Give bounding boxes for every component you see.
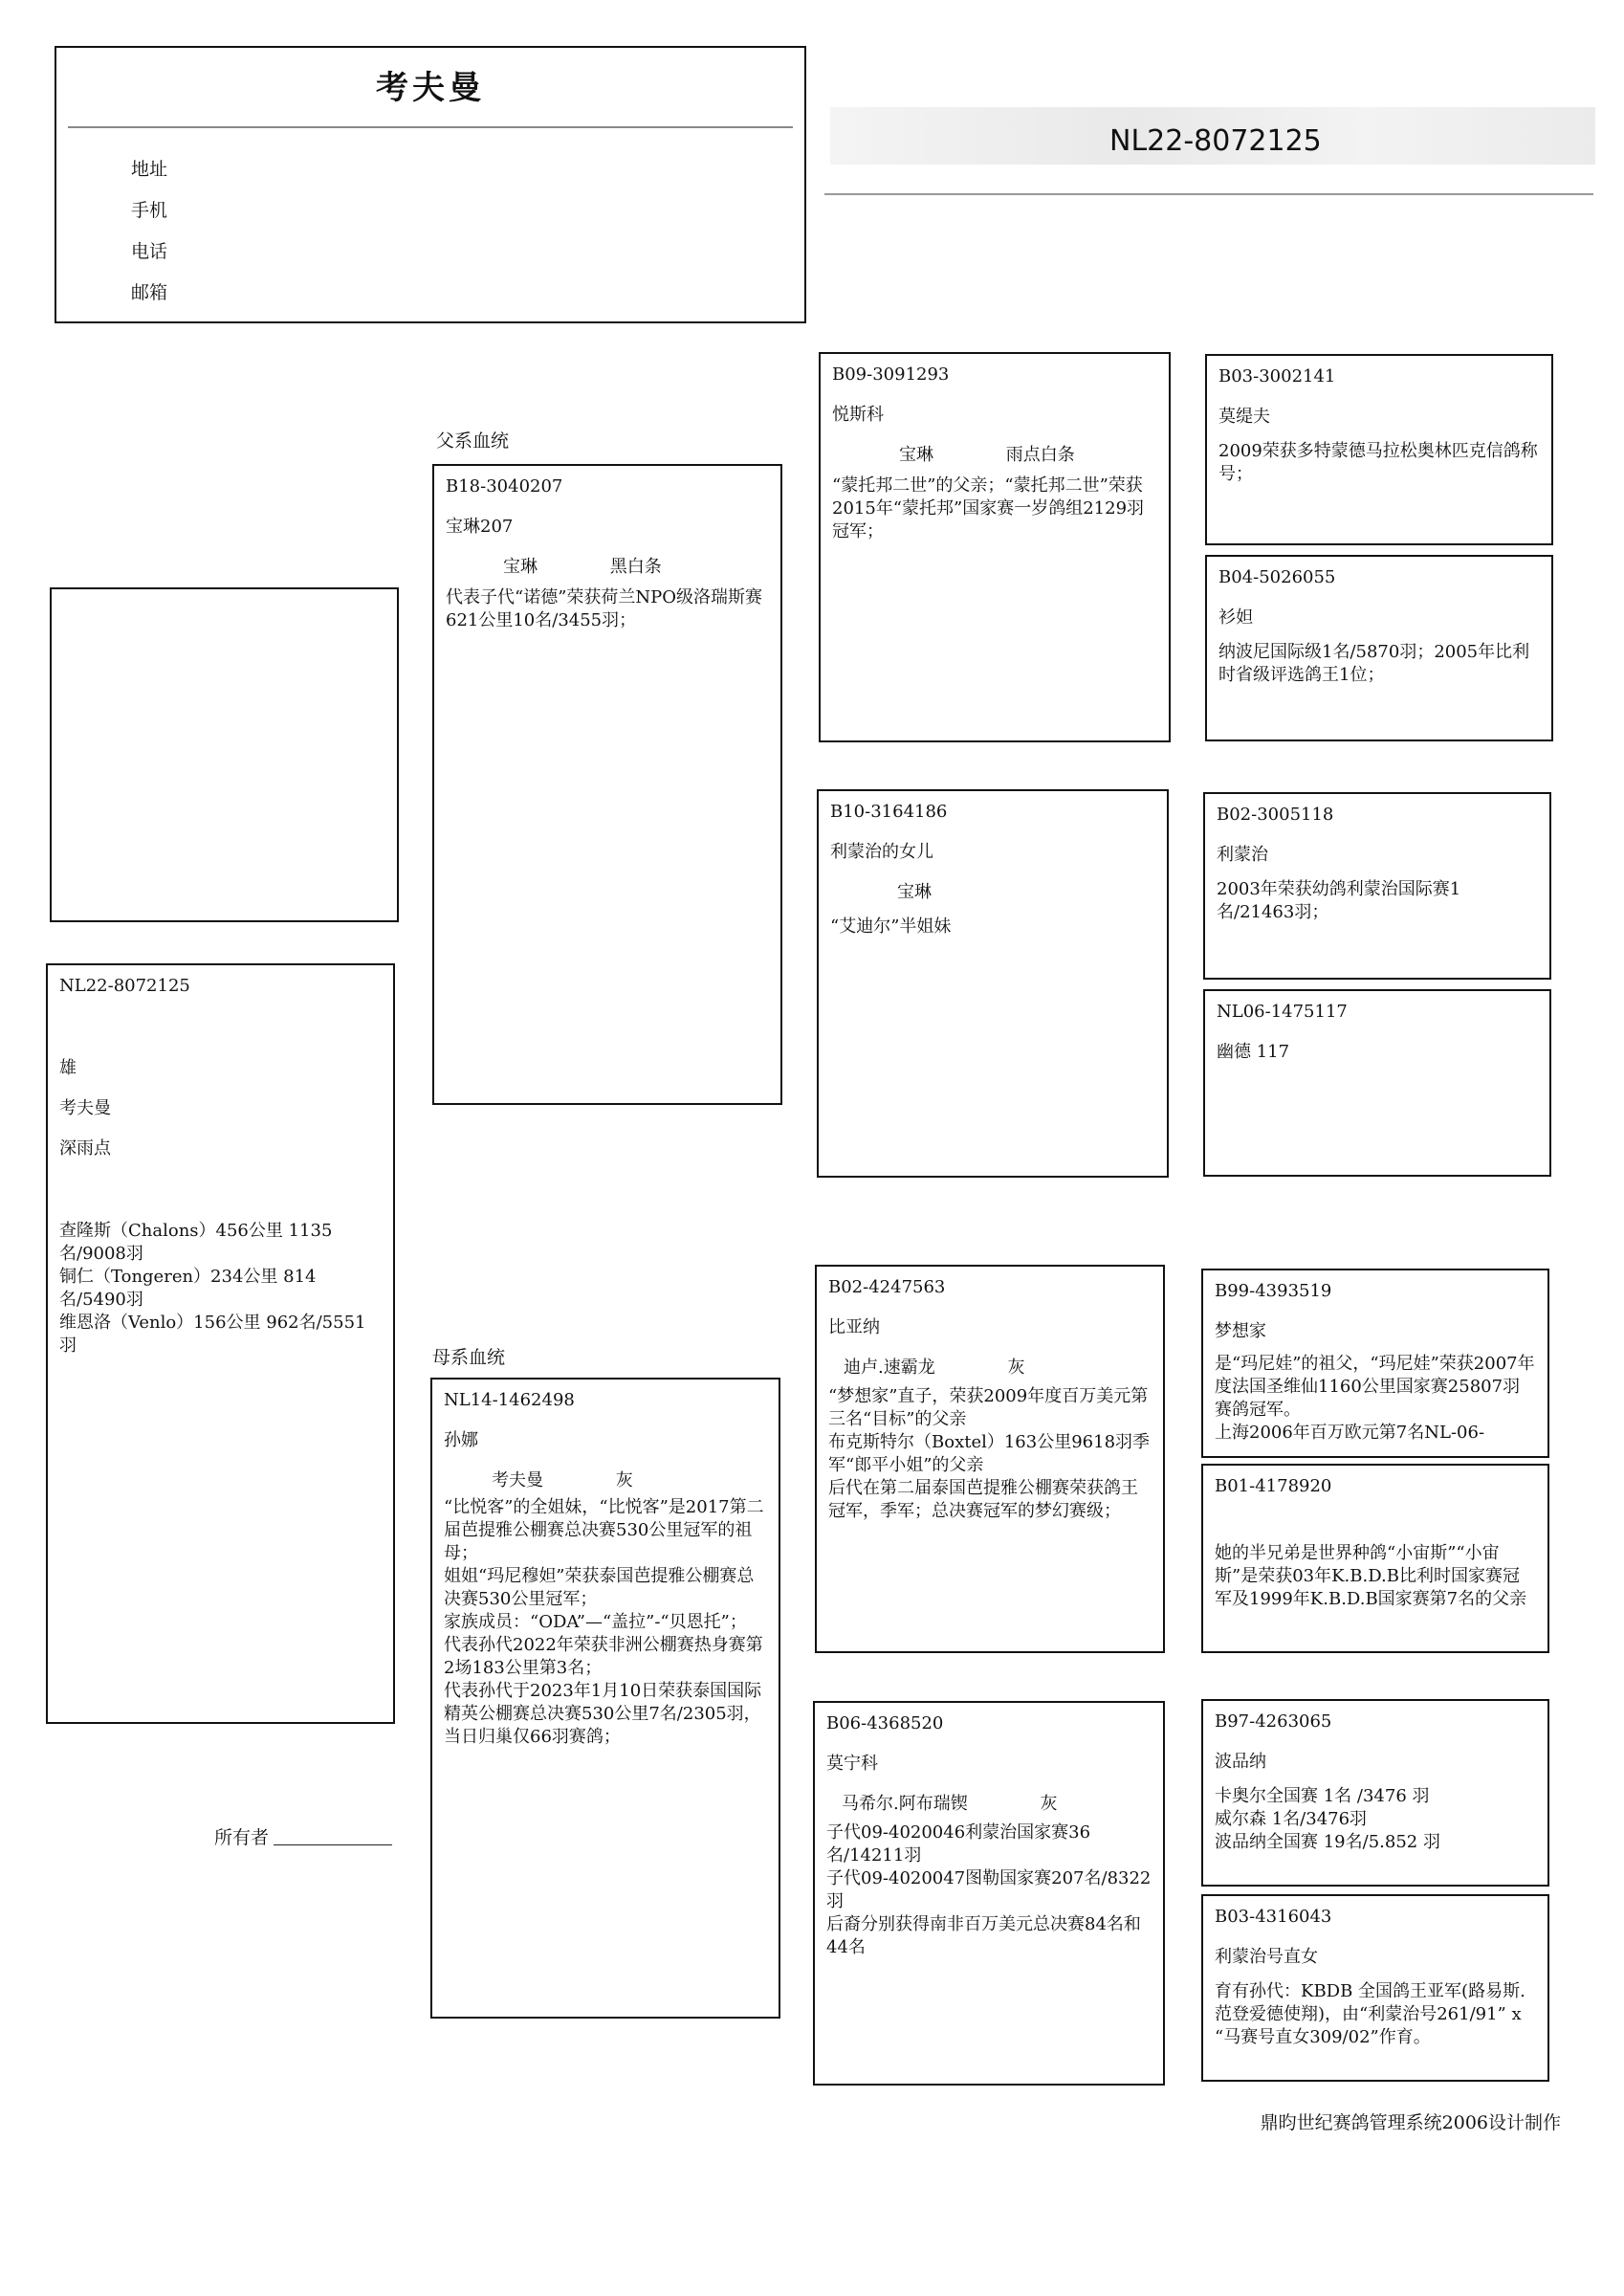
dam-line-label: 母系血统 bbox=[432, 1347, 506, 1368]
dam-dam-color: 灰 bbox=[1040, 1794, 1058, 1814]
gg3-ring: B02-3005118 bbox=[1217, 805, 1334, 825]
gg5-name: 梦想家 bbox=[1215, 1321, 1266, 1341]
gg2-name: 衫妲 bbox=[1218, 607, 1253, 628]
gg7-note: 卡奥尔全国赛 1名 /3476 羽 bbox=[1215, 1786, 1430, 1806]
dam-note: 家族成员：“ODA”—“盖拉”-“贝恩托”； bbox=[444, 1612, 747, 1632]
sire-sire-breed: 宝琳 bbox=[899, 445, 933, 465]
gg7-note: 威尔森 1名/3476羽 bbox=[1215, 1809, 1368, 1829]
gg4-ring: NL06-1475117 bbox=[1217, 1002, 1348, 1022]
gg4-name: 幽德 117 bbox=[1217, 1042, 1290, 1062]
owner-field-email: 邮箱 bbox=[131, 282, 168, 303]
dam-sire-note: 后代在第二届泰国芭提雅公棚赛荣获鸽王冠军，季军；总决赛冠军的梦幻赛级； bbox=[828, 1478, 1138, 1521]
dam-sire-card bbox=[815, 1265, 1165, 1653]
dam-dam-note: 子代09-4020047图勒国家赛207名/8322羽 bbox=[826, 1868, 1152, 1911]
owner-field-address: 地址 bbox=[131, 159, 168, 180]
gg6-notes: 她的半兄弟是世界种鸽“小宙斯”“小宙斯”是荣获03年K.B.D.B比利时国家赛冠军及1999年K.B.D.B国家赛第7名的父亲 bbox=[1215, 1543, 1527, 1609]
gg7-card bbox=[1201, 1699, 1549, 1887]
dam-sire-note: “梦想家”直子，荣获2009年度百万美元第三名“目标”的父亲 bbox=[828, 1386, 1149, 1429]
dam-note: “比悦客”的全姐妹，“比悦客”是2017第二届芭提雅公棚赛总决赛530公里冠军的祖母； bbox=[444, 1497, 764, 1563]
gg8-notes: 育有孙代：KBDB 全国鸽王亚军(路易斯.范登爱德使翔)，由“利蒙治号261/91” x “马赛号直女309/02”作育。 bbox=[1215, 1981, 1525, 2047]
dam-sire-color: 灰 bbox=[1007, 1358, 1025, 1378]
sire-dam-ring: B10-3164186 bbox=[830, 802, 948, 822]
sire-notes: 代表子代“诺德”荣获荷兰NPO级洛瑞斯赛621公里10名/3455羽； bbox=[446, 587, 763, 630]
subject-result: 查隆斯（Chalons）456公里 1135名/9008羽 bbox=[59, 1221, 333, 1264]
sire-breed: 宝琳 bbox=[503, 557, 538, 577]
owner-field-phone: 电话 bbox=[131, 241, 168, 262]
owner-card-divider bbox=[68, 126, 793, 128]
gg2-notes: 纳波尼国际级1名/5870羽；2005年比利时省级评选鸽王1位； bbox=[1218, 642, 1530, 685]
gg6-card bbox=[1201, 1464, 1549, 1653]
dam-dam-ring: B06-4368520 bbox=[826, 1713, 944, 1733]
gg1-name: 莫缇夫 bbox=[1218, 407, 1270, 427]
sire-line-label: 父系血统 bbox=[436, 430, 510, 452]
gg5-note: 是“玛尼娃”的祖父，“玛尼娃”荣获2007年度法国圣维仙1160公里国家赛25807羽赛鸽冠军。 bbox=[1215, 1354, 1535, 1420]
subject-result: 铜仁（Tongeren）234公里 814名/5490羽 bbox=[59, 1267, 317, 1310]
dam-breed: 考夫曼 bbox=[492, 1470, 543, 1490]
owner-field-mobile: 手机 bbox=[131, 200, 168, 221]
gg5-card bbox=[1201, 1269, 1549, 1458]
sire-card bbox=[432, 464, 782, 1105]
owner-card bbox=[55, 46, 806, 323]
sire-sire-color: 雨点白条 bbox=[1005, 445, 1075, 465]
gg3-notes: 2003年荣获幼鸽利蒙治国际赛1名/21463羽； bbox=[1217, 879, 1461, 922]
subject-card bbox=[46, 963, 395, 1724]
gg4-card bbox=[1203, 989, 1551, 1177]
gg1-ring: B03-3002141 bbox=[1218, 366, 1336, 386]
ring-header-divider bbox=[824, 193, 1593, 195]
sire-dam-card bbox=[817, 789, 1169, 1178]
dam-dam-name: 莫宁科 bbox=[826, 1754, 878, 1774]
footer-credit: 鼎昀世纪赛鸽管理系统2006设计制作 bbox=[1260, 2112, 1561, 2133]
gg8-card bbox=[1201, 1894, 1549, 2082]
sire-sire-notes: “蒙托邦二世”的父亲；“蒙托邦二世”荣获2015年“蒙托邦”国家赛一岁鸽组2129羽冠军； bbox=[832, 475, 1145, 541]
gg8-name: 利蒙治号直女 bbox=[1215, 1947, 1318, 1967]
sire-dam-notes: “艾迪尔”半姐妹 bbox=[830, 916, 952, 937]
sire-color: 黑白条 bbox=[609, 557, 662, 577]
dam-color: 灰 bbox=[615, 1470, 633, 1490]
dam-dam-card bbox=[813, 1701, 1165, 2086]
dam-note: 代表孙代2022年荣获非洲公棚赛热身赛第2场183公里第3名； bbox=[444, 1635, 763, 1678]
subject-color: 深雨点 bbox=[59, 1138, 111, 1159]
gg2-ring: B04-5026055 bbox=[1218, 567, 1336, 587]
owner-name: 考夫曼 bbox=[376, 69, 485, 107]
dam-ring: NL14-1462498 bbox=[444, 1390, 575, 1410]
subject-ring: NL22-8072125 bbox=[59, 976, 190, 996]
sire-ring: B18-3040207 bbox=[446, 476, 563, 497]
dam-note: 代表孙代于2023年1月10日荣获泰国国际精英公棚赛总决赛530公里7名/2305羽，当日归巢仅66羽赛鸽； bbox=[444, 1681, 762, 1747]
dam-card bbox=[430, 1378, 780, 2019]
subject-name: 考夫曼 bbox=[59, 1098, 111, 1118]
owner-signature-label: 所有者 bbox=[214, 1827, 270, 1848]
subject-result: 维恩洛（Venlo）156公里 962名/5551羽 bbox=[59, 1313, 366, 1356]
sire-sire-card bbox=[819, 352, 1171, 742]
gg2-card bbox=[1205, 555, 1553, 741]
dam-dam-note: 子代09-4020046利蒙治国家赛36名/14211羽 bbox=[826, 1822, 1091, 1866]
photo-frame bbox=[50, 587, 399, 922]
sire-sire-name: 悦斯科 bbox=[832, 405, 884, 425]
gg7-name: 波品纳 bbox=[1215, 1752, 1266, 1772]
sire-dam-breed: 宝琳 bbox=[897, 882, 932, 902]
gg7-ring: B97-4263065 bbox=[1215, 1711, 1332, 1732]
sire-sire-ring: B09-3091293 bbox=[832, 364, 950, 385]
dam-name: 孙娜 bbox=[444, 1430, 478, 1450]
dam-note: 姐姐“玛尼穆妲”荣获泰国芭提雅公棚赛总决赛530公里冠军； bbox=[444, 1566, 755, 1609]
dam-sire-breed: 迪卢.速霸龙 bbox=[844, 1358, 935, 1378]
dam-sire-name: 比亚纳 bbox=[828, 1317, 880, 1337]
dam-sire-note: 布克斯特尔（Boxtel）163公里9618羽季军“郎平小姐”的父亲 bbox=[828, 1432, 1151, 1475]
subject-sex: 雄 bbox=[59, 1058, 77, 1078]
ring-header: NL22-8072125 bbox=[1109, 124, 1322, 158]
gg7-note: 波品纳全国赛 19名/5.852 羽 bbox=[1215, 1832, 1440, 1852]
gg1-card bbox=[1205, 354, 1553, 545]
dam-dam-note: 后裔分别获得南非百万美元总决赛84名和44名 bbox=[826, 1914, 1141, 1957]
sire-name: 宝琳207 bbox=[446, 517, 514, 537]
sire-dam-name: 利蒙治的女儿 bbox=[830, 842, 933, 862]
gg6-ring: B01-4178920 bbox=[1215, 1476, 1332, 1496]
gg1-notes: 2009荣获多特蒙德马拉松奥林匹克信鸽称号； bbox=[1218, 441, 1538, 484]
gg3-card bbox=[1203, 792, 1551, 980]
dam-sire-ring: B02-4247563 bbox=[828, 1277, 946, 1297]
gg5-note: 上海2006年百万欧元第7名NL-06- bbox=[1215, 1423, 1485, 1443]
gg5-ring: B99-4393519 bbox=[1215, 1281, 1332, 1301]
owner-signature-line bbox=[274, 1844, 392, 1845]
dam-dam-breed: 马希尔.阿布瑞锲 bbox=[842, 1794, 968, 1814]
gg3-name: 利蒙治 bbox=[1217, 845, 1268, 865]
gg8-ring: B03-4316043 bbox=[1215, 1907, 1332, 1927]
